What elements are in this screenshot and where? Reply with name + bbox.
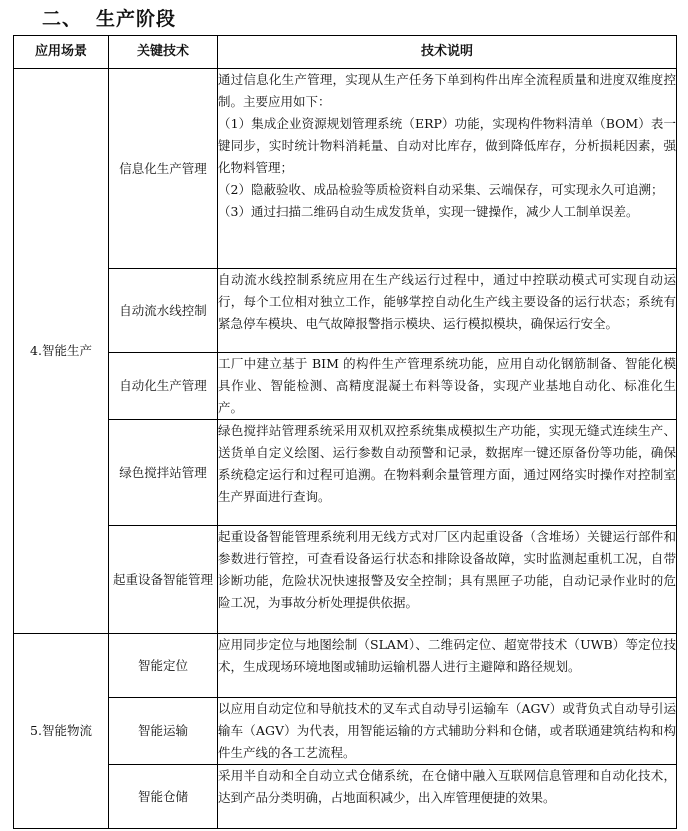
desc-paragraph: 起重设备智能管理系统利用无线方式对厂区内起重设备（含堆场）关键运行部件和参数进行管控，可查看设备运行状态和排除设备故障，实时监测起重机工况，自带诊断功能，危险状况快速报警及安全控制；具有黑匣子功能，自动记录作业时的危险工况，为事故分析处理提供依据。 [218,529,676,610]
tech-cell: 信息化生产管理 [109,69,218,269]
tech-cell: 起重设备智能管理 [109,526,218,634]
desc-cell [218,765,677,829]
table-header-row [14,36,677,69]
desc-paragraph: 应用同步定位与地图绘制（SLAM）、二维码定位、超宽带技术（UWB）等定位技术，生成现场环境地图或辅助运输机器人进行主避障和路径规划。 [218,637,676,674]
table-row [14,353,677,420]
desc-cell [218,526,677,634]
tech-cell: 自动流水线控制 [109,269,218,353]
desc-cell [218,353,677,420]
desc-paragraph: 通过信息化生产管理，实现从生产任务下单到构件出库全流程质量和进度双维度控制。主要应用如下： [218,72,676,109]
desc-cell [218,269,677,353]
desc-paragraph: 绿色搅拌站管理系统采用双机双控系统集成模拟生产功能，实现无缝式连续生产、送货单自定义绘图、运行参数自动预警和记录，数据库一键还原备份等功能，确保系统稳定运行和过程可追溯。在物料剩余量管理方面，通过网络实时操作对控制室生产界面进行查询。 [218,423,676,504]
desc-cell [218,420,677,526]
table-row [14,765,677,829]
header-key-tech: 关键技术 [109,36,218,69]
desc-paragraph: （3）通过扫描二维码自动生成发货单，实现一键操作，减少人工制单误差。 [218,204,639,219]
header-scene: 应用场景 [14,36,109,69]
header-description: 技术说明 [218,36,677,69]
table-row [14,526,677,634]
tech-cell: 自动化生产管理 [109,353,218,420]
desc-cell [218,698,677,765]
desc-paragraph: （1）集成企业资源规划管理系统（ERP）功能，实现构件物料清单（BOM）表一键同步，实时统计物料消耗量、自动对比库存，做到降低库存，分析损耗因素，强化物料管理； [218,116,676,175]
tech-cell: 智能定位 [109,634,218,698]
desc-paragraph: （2）隐蔽验收、成品检验等质检资料自动采集、云端保存，可实现永久可追溯； [218,182,664,197]
tech-cell: 智能仓储 [109,765,218,829]
tech-cell: 绿色搅拌站管理 [109,420,218,526]
desc-paragraph: 以应用自动定位和导航技术的叉车式自动导引运输车（AGV）或背负式自动导引运输车（AGV）为代表，用智能运输的方式辅助分料和仓储，或者联通建筑结构和构件生产线的各工艺流程。 [218,701,676,760]
scene-cell: 5.智能物流 [14,634,109,829]
desc-cell [218,69,677,269]
table-row [14,634,677,698]
technology-table [13,35,677,829]
desc-paragraph: 自动流水线控制系统应用在生产线运行过程中，通过中控联动模式可实现自动运行，每个工位相对独立工作，能够掌控自动化生产线主要设备的运行状态；系统有紧急停车模块、电气故障报警指示模块、运行模拟模块，确保运行安全。 [218,272,676,331]
desc-paragraph: 采用半自动和全自动立式仓储系统，在仓储中融入互联网信息管理和自动化技术，达到产品分类明确，占地面积减少，出入库管理便捷的效果。 [218,768,676,805]
desc-cell [218,634,677,698]
desc-paragraph: 工厂中建立基于 BIM 的构件生产管理系统功能，应用自动化钢筋制备、智能化模具作业、智能检测、高精度混凝土布料等设备，实现产业基地自动化、标准化生产。 [218,356,676,415]
tech-cell: 智能运输 [109,698,218,765]
scene-cell: 4.智能生产 [14,69,109,634]
table-row [14,420,677,526]
section-number: 二、 [42,8,83,30]
section-heading [42,4,176,31]
section-title: 生产阶段 [96,8,177,30]
table-row [14,69,677,269]
table-row [14,269,677,353]
table-row [14,698,677,765]
